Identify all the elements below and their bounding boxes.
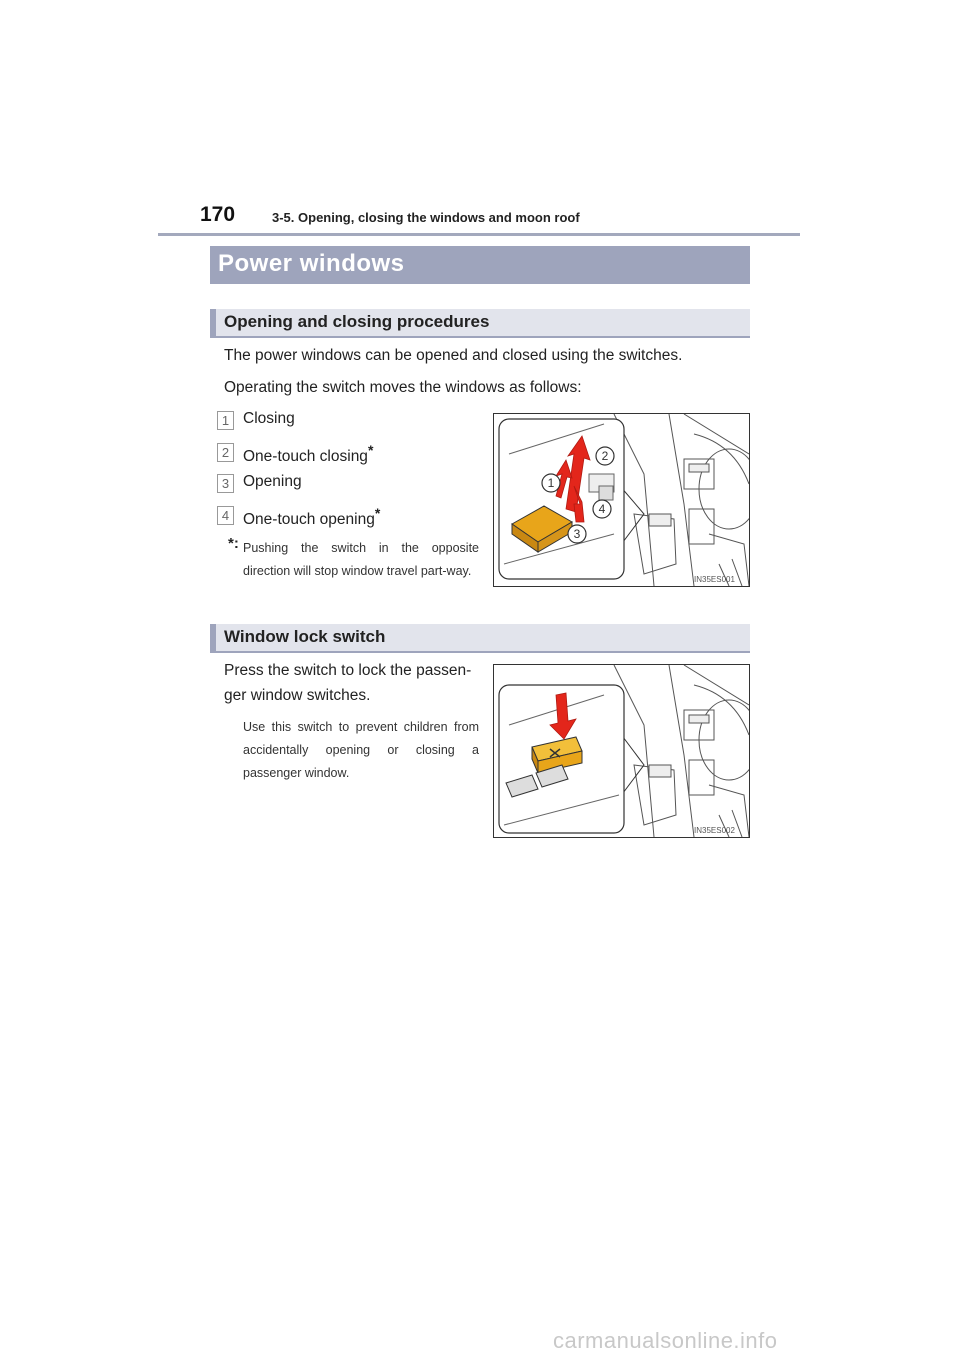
illustration-svg	[494, 665, 749, 837]
lead-text: Operating the switch moves the windows as follows:	[224, 379, 582, 396]
list-item-closing: Closing	[243, 410, 295, 427]
list-number: 4	[217, 506, 234, 525]
callout-2: 2	[601, 449, 609, 463]
page-number: 170	[200, 203, 236, 226]
note-text: Use this switch to prevent children from accidentally opening or closing a passenger window.	[243, 720, 479, 780]
figure-code: IN35ES002	[694, 826, 735, 835]
callout-3: 3	[573, 527, 581, 541]
section-heading-bar	[210, 624, 750, 653]
header-rule	[158, 233, 800, 236]
chapter-title: 3-5. Opening, closing the windows and moon roof	[272, 210, 580, 225]
list-item-one-touch-opening: One-touch opening*	[243, 505, 381, 529]
page-title-bar	[210, 246, 750, 284]
list-number: 2	[217, 443, 234, 462]
section-heading: Opening and closing procedures	[224, 312, 490, 331]
window-switch-illustration	[493, 413, 750, 587]
figure-code: IN35ES001	[694, 575, 735, 584]
body-line: ger window switches.	[224, 687, 371, 704]
callout-1: 1	[547, 476, 555, 490]
list-number: 1	[217, 411, 234, 430]
list-item-opening: Opening	[243, 473, 302, 490]
callout-4: 4	[598, 502, 606, 516]
footnote-text: Pushing the switch in the opposite direction will stop window travel part-way.	[243, 541, 479, 578]
intro-text: The power windows can be opened and closed using the switches.	[224, 347, 683, 364]
footnote-marker: *:	[228, 535, 239, 552]
watermark: carmanualsonline.info	[553, 1328, 778, 1353]
list-item-one-touch-closing: One-touch closing*	[243, 442, 374, 466]
page-title: Power windows	[218, 250, 405, 277]
illustration-svg	[494, 414, 749, 586]
list-number: 3	[217, 474, 234, 493]
section-heading: Window lock switch	[224, 627, 386, 646]
section-heading-bar	[210, 309, 750, 338]
body-line: Press the switch to lock the passen-	[224, 662, 472, 679]
window-lock-illustration	[493, 664, 750, 838]
